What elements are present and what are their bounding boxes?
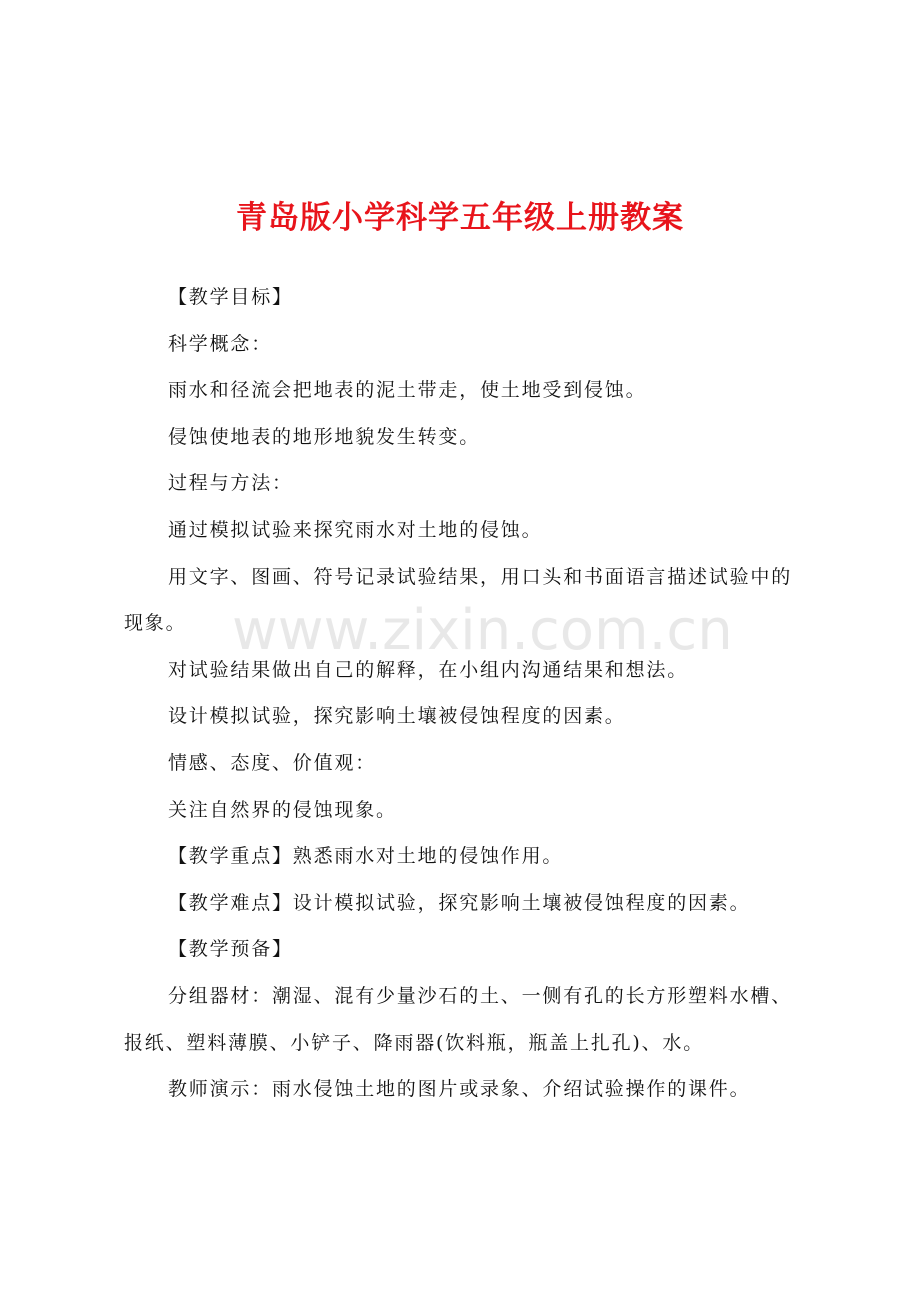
body-line: 【教学难点】设计模拟试验，探究影响土壤被侵蚀程度的因素。	[168, 891, 751, 914]
document-title: 青岛版小学科学五年级上册教案	[236, 200, 684, 236]
body-line: 【教学预备】	[168, 938, 293, 961]
watermark: www.zixin.com.cn	[232, 598, 733, 663]
body-line: 用文字、图画、符号记录试验结果，用口头和书面语言描述试验中的	[168, 565, 793, 588]
body-line: 科学概念：	[168, 332, 273, 355]
body-line: 过程与方法：	[168, 472, 293, 495]
body-line: 【教学重点】熟悉雨水对土地的侵蚀作用。	[168, 845, 564, 868]
body-line: 侵蚀使地表的地形地貌发生转变。	[168, 425, 481, 448]
body-line: 通过模拟试验来探究雨水对土地的侵蚀。	[168, 518, 543, 541]
body-line: 雨水和径流会把地表的泥土带走，使土地受到侵蚀。	[168, 379, 647, 402]
body-line: 情感、态度、价值观：	[168, 751, 377, 774]
document-body	[124, 274, 824, 1113]
body-line: 现象。	[124, 612, 187, 635]
body-line: 分组器材：潮湿、混有少量沙石的土、一侧有孔的长方形塑料水槽、	[168, 984, 793, 1007]
body-line: 关注自然界的侵蚀现象。	[168, 798, 397, 821]
body-line: 设计模拟试验，探究影响土壤被侵蚀程度的因素。	[168, 705, 626, 728]
body-line: 教师演示：雨水侵蚀土地的图片或录象、介绍试验操作的课件。	[168, 1078, 751, 1101]
body-line: 【教学目标】	[168, 286, 293, 308]
body-line: 报纸、塑料薄膜、小铲子、降雨器(饮料瓶，瓶盖上扎孔)、水。	[124, 1031, 705, 1054]
body-line: 对试验结果做出自己的解释，在小组内沟通结果和想法。	[168, 658, 689, 681]
